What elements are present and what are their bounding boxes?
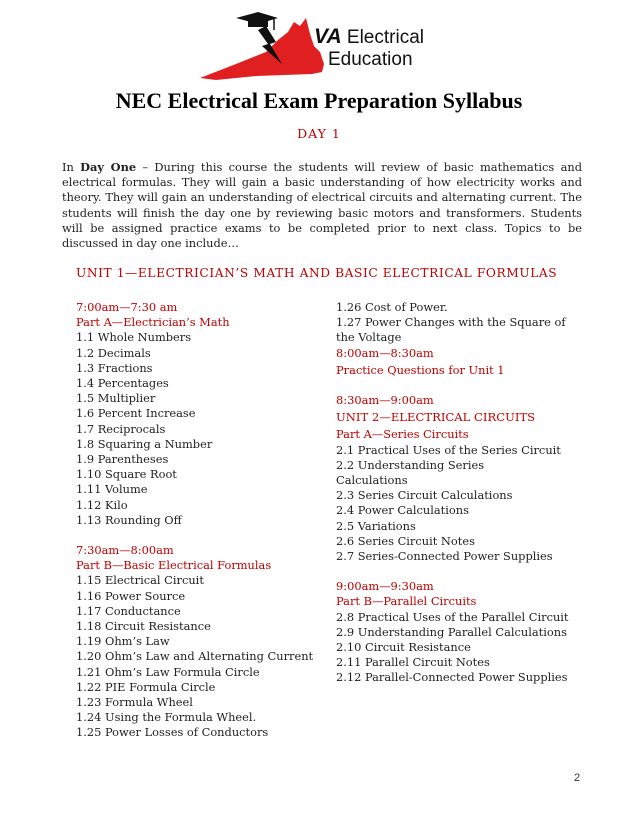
list-item: 1.13 Rounding Off <box>76 512 182 527</box>
list-item: 1.18 Circuit Resistance <box>76 619 211 634</box>
intro-prefix: In <box>62 160 81 174</box>
time-slot-2: 7:30am—8:00am <box>76 543 174 558</box>
list-item: 1.25 Power Losses of Conductors <box>76 725 269 740</box>
logo-education: Education <box>328 49 413 70</box>
parallel-circuits-list <box>336 610 569 686</box>
list-item: 1.21 Ohm’s Law Formula Circle <box>76 664 260 679</box>
list-item: 1.5 Multiplier <box>76 391 156 406</box>
list-item: 2.9 Understanding Parallel Calculations <box>336 624 567 639</box>
list-item: 1.24 Using the Formula Wheel. <box>76 710 257 725</box>
unit1-heading: UNIT 1—ELECTRICIAN’S MATH AND BASIC ELECTRICAL FORMULAS <box>76 266 558 280</box>
list-item: 1.11 Volume <box>76 482 148 497</box>
intro-paragraph <box>62 160 582 251</box>
list-item: 1.27 Power Changes with the Square of <box>336 315 566 330</box>
practice-questions-heading: Practice Questions for Unit 1 <box>336 362 505 377</box>
series-circuits-heading: Part A—Series Circuits <box>336 427 469 442</box>
list-item: 1.9 Parentheses <box>76 452 169 467</box>
time-slot-4: 8:30am—9:00am <box>336 393 434 408</box>
part-a-heading: Part A—Electrician’s Math <box>76 315 230 330</box>
list-item: 2.8 Practical Uses of the Parallel Circuit <box>336 609 569 624</box>
page-number: 2 <box>574 772 581 784</box>
list-item: 2.1 Practical Uses of the Series Circuit <box>336 442 561 457</box>
list-item: 2.2 Understanding Series <box>336 457 485 472</box>
list-item: 1.4 Percentages <box>76 376 169 391</box>
list-item: 1.10 Square Root <box>76 467 177 482</box>
list-item: 2.3 Series Circuit Calculations <box>336 488 513 503</box>
list-item: 1.17 Conductance <box>76 603 181 618</box>
list-item: 2.10 Circuit Resistance <box>336 640 471 655</box>
list-item: 2.12 Parallel-Connected Power Supplies <box>336 670 568 685</box>
intro-text: – During this course the students will review of basic mathematics and electrical formulas. They will gain a basic understanding of how electricity works and theory. They will gain an understanding of electrical circuits and alternating current. The students will finish the day one by reviewing basic motors and transformers. Students will be assigned practice exams to be completed prior to next class. Topics to be discussed in day one include… <box>62 160 582 251</box>
unit2-heading: UNIT 2—ELECTRICAL CIRCUITS <box>336 410 536 425</box>
list-item: 1.2 Decimals <box>76 345 151 360</box>
graduation-cap-icon <box>236 12 278 30</box>
list-item: 1.7 Reciprocals <box>76 421 166 436</box>
list-item: 2.11 Parallel Circuit Notes <box>336 655 490 670</box>
list-item: the Voltage <box>336 330 402 345</box>
list-item: 1.8 Squaring a Number <box>76 436 213 451</box>
list-item: 1.1 Whole Numbers <box>76 330 192 345</box>
list-item: 1.6 Percent Increase <box>76 406 196 421</box>
time-slot-3: 8:00am—8:30am <box>336 345 434 360</box>
logo-text <box>314 26 424 71</box>
list-item: 2.6 Series Circuit Notes <box>336 533 475 548</box>
list-item: 1.3 Fractions <box>76 360 153 375</box>
logo-electrical: Electrical <box>341 27 424 48</box>
part-a-list <box>76 330 313 528</box>
part-b-heading: Part B—Basic Electrical Formulas <box>76 558 272 573</box>
page-title: NEC Electrical Exam Preparation Syllabus <box>115 88 523 113</box>
list-item: 2.5 Variations <box>336 518 416 533</box>
list-item: 2.7 Series-Connected Power Supplies <box>336 549 553 564</box>
list-item: 1.16 Power Source <box>76 588 186 603</box>
intro-day-one: Day One <box>80 160 137 174</box>
parallel-circuits-heading: Part B—Parallel Circuits <box>336 594 477 609</box>
logo-va: VA <box>314 25 342 48</box>
day-heading: DAY 1 <box>297 126 341 141</box>
part-b-list <box>76 573 313 740</box>
list-item: 1.12 Kilo <box>76 497 128 512</box>
series-circuits-list <box>336 443 569 565</box>
list-item: 2.4 Power Calculations <box>336 503 469 518</box>
list-item: 1.26 Cost of Power. <box>336 300 448 314</box>
list-item: 1.23 Formula Wheel <box>76 695 193 710</box>
right-column <box>336 300 569 686</box>
time-slot-1: 7:00am—7:30 am <box>76 300 178 314</box>
virginia-map-shape <box>200 18 324 80</box>
list-item: 1.15 Electrical Circuit <box>76 573 204 588</box>
va-electrical-logo <box>196 12 446 88</box>
list-item: Calculations <box>336 473 408 488</box>
list-item: 1.19 Ohm’s Law <box>76 634 170 649</box>
time-slot-5: 9:00am—9:30am <box>336 579 434 594</box>
list-item: 1.20 Ohm’s Law and Alternating Current <box>76 649 314 664</box>
list-item: 1.22 PIE Formula Circle <box>76 679 216 694</box>
left-column <box>76 300 313 741</box>
